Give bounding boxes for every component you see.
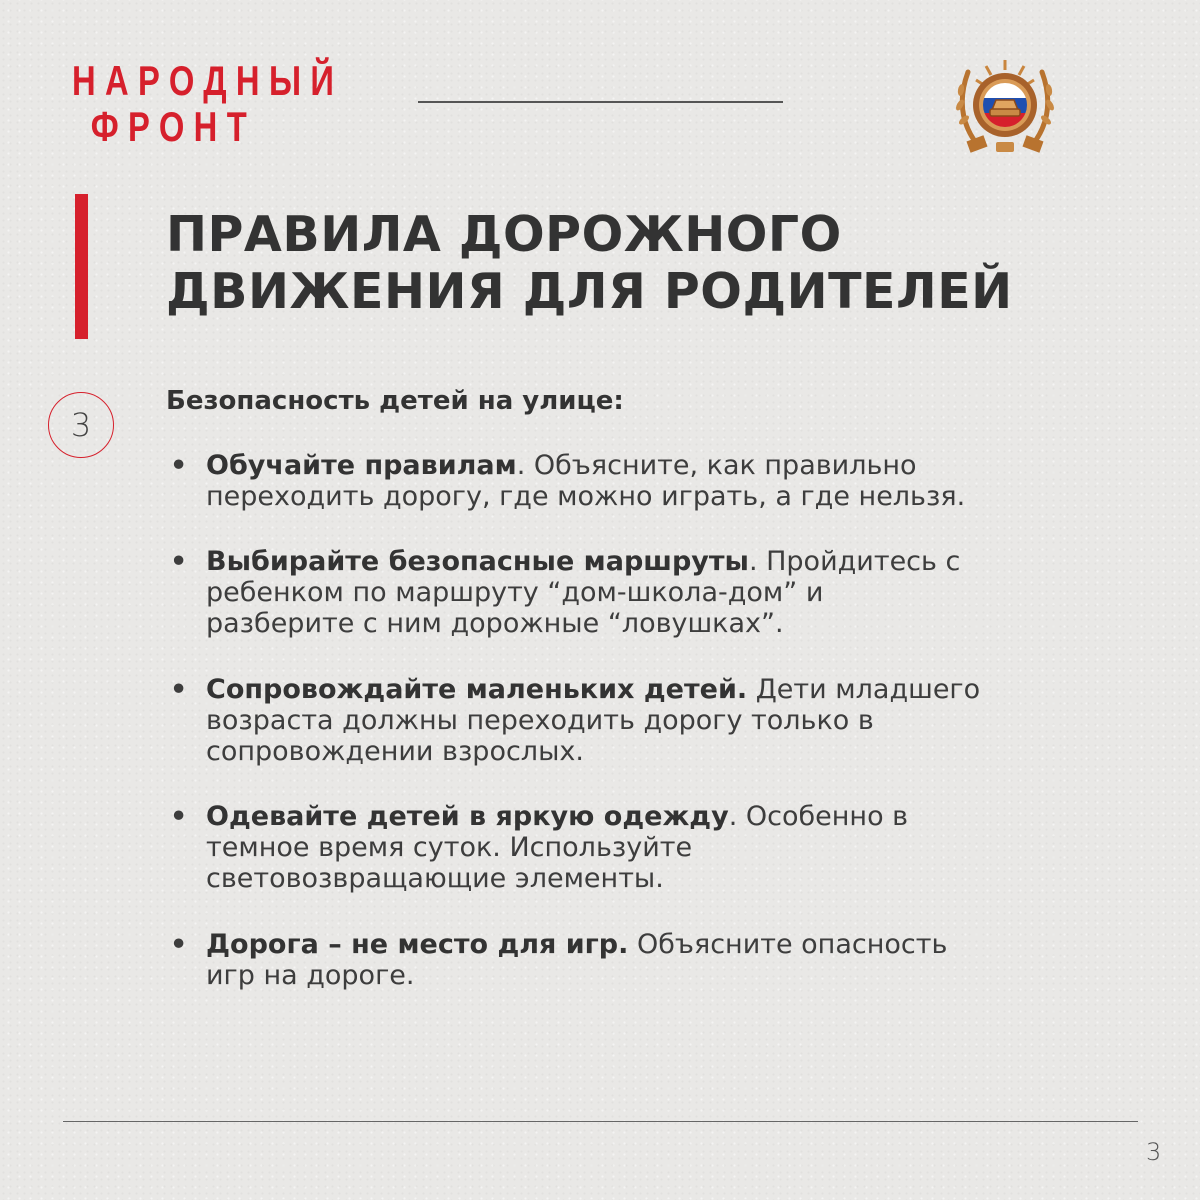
list-item	[170, 674, 1130, 767]
brand-logo-line1: НАРОДНЫЙ	[72, 57, 344, 104]
tip-text: . Особенно в	[728, 801, 909, 832]
tip-heading: Дорога – не место для игр.	[206, 929, 629, 960]
bullet-icon: •	[170, 450, 188, 481]
tip-text: световозвращающие элементы.	[206, 863, 664, 894]
tip-heading: Одевайте детей в яркую одежду	[206, 801, 729, 832]
tip-text: темное время суток. Используйте	[206, 832, 693, 863]
page-title	[166, 206, 1146, 320]
brand-logo-line2: ФРОНТ	[90, 103, 257, 150]
tip-text: . Объясните, как правильно	[516, 450, 917, 481]
list-item	[170, 929, 1130, 991]
brand-logo	[72, 57, 344, 150]
tip-heading: Обучайте правилам	[206, 450, 517, 481]
title-accent-bar	[75, 194, 88, 339]
tip-text: Объясните опасность	[628, 929, 948, 960]
bullet-icon: •	[170, 929, 188, 960]
header-divider	[418, 101, 783, 103]
step-number: 3	[70, 406, 92, 444]
tip-text: игр на дороге.	[206, 960, 415, 991]
page-title-line2: ДВИЖЕНИЯ ДЛЯ РОДИТЕЛЕЙ	[166, 263, 1013, 320]
step-number-badge	[48, 392, 114, 458]
footer-divider	[63, 1121, 1138, 1122]
page-title-line1: ПРАВИЛА ДОРОЖНОГО	[166, 206, 842, 263]
traffic-police-emblem-icon	[946, 50, 1064, 160]
tip-text: Дети младшего	[747, 674, 981, 705]
tip-text: переходить дорогу, где можно играть, а где нельзя.	[206, 481, 966, 512]
tip-text: возраста должны переходить дорогу только в	[206, 705, 874, 736]
tip-text: . Пройдитесь с	[748, 546, 961, 577]
list-item	[170, 801, 1130, 894]
list-item	[170, 546, 1130, 639]
bullet-icon: •	[170, 674, 188, 705]
tip-heading: Выбирайте безопасные маршруты	[206, 546, 749, 577]
section-subtitle: Безопасность детей на улице:	[166, 386, 624, 416]
bullet-icon: •	[170, 546, 188, 577]
tip-text: ребенком по маршруту “дом-школа-дом” и	[206, 577, 824, 608]
tip-heading: Сопровождайте маленьких детей.	[206, 674, 748, 705]
tip-text: разберите с ним дорожные “ловушках”.	[206, 608, 784, 639]
list-item	[170, 450, 1130, 512]
page-number: 3	[1146, 1138, 1162, 1166]
tip-text: сопровождении взрослых.	[206, 736, 584, 767]
bullet-icon: •	[170, 801, 188, 832]
